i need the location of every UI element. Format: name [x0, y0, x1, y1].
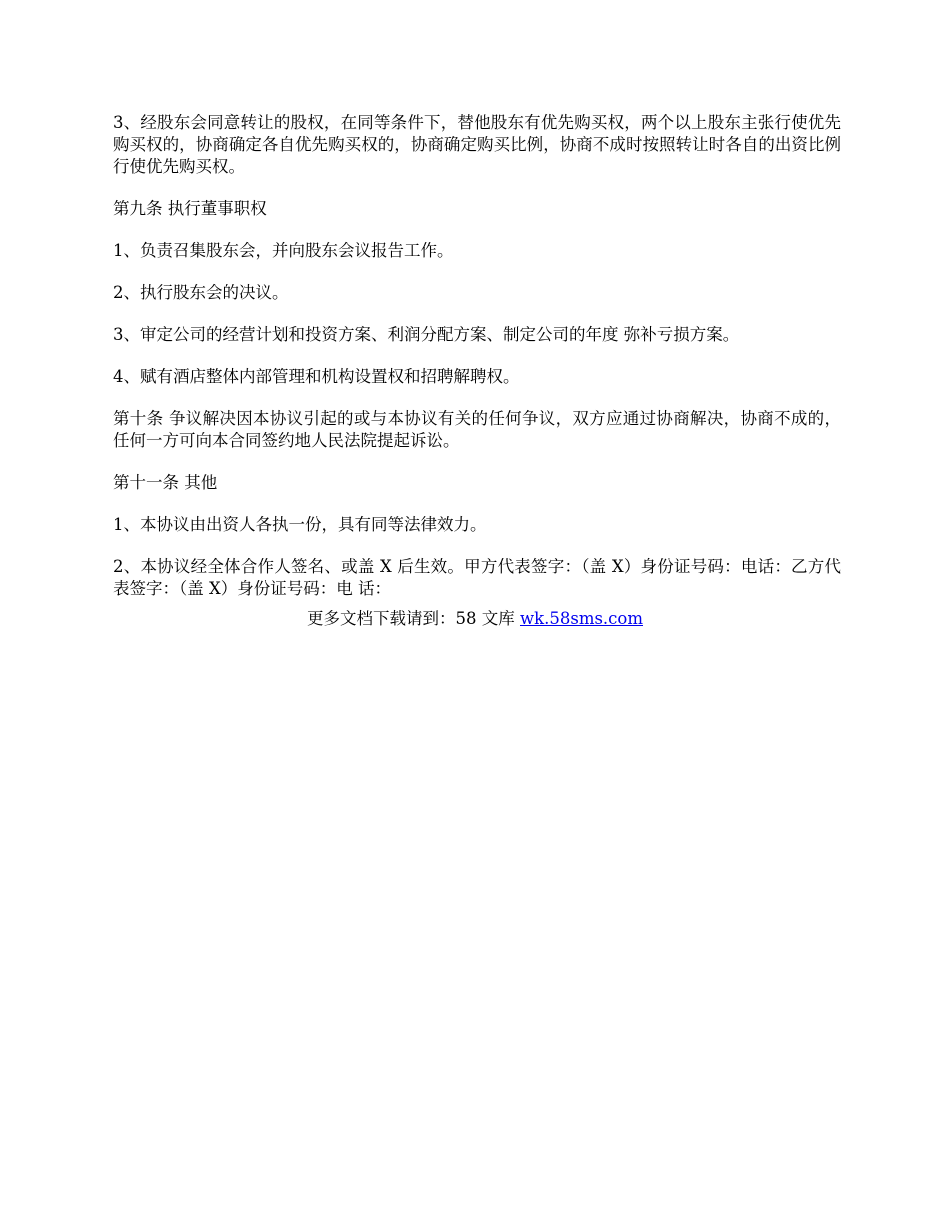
paragraph-article-10-dispute: 第十条 争议解决因本协议引起的或与本协议有关的任何争议，双方应通过协商解决，协商不成的，任何一方可向本合同签约地人民法院提起诉讼。 [113, 409, 841, 450]
paragraph-director-duty-1: 1、负责召集股东会，并向股东会议报告工作。 [113, 241, 454, 260]
heading-article-9: 第九条 执行董事职权 [113, 199, 267, 218]
paragraph-other-2-signatures: 2、本协议经全体合作人签名、或盖 X 后生效。甲方代表签字：（盖 X）身份证号码：电话：乙方代表签字：（盖 X）身份证号码：电 话： [113, 557, 841, 598]
document-body [113, 112, 841, 620]
paragraph-director-duty-4: 4、赋有酒店整体内部管理和机构设置权和招聘解聘权。 [113, 367, 520, 386]
paragraph-other-1: 1、本协议由出资人各执一份，具有同等法律效力。 [113, 515, 487, 534]
footer [0, 608, 950, 630]
heading-article-11: 第十一条 其他 [113, 473, 218, 492]
footer-link[interactable]: wk.58sms.com [519, 609, 643, 628]
paragraph-director-duty-2: 2、执行股东会的决议。 [113, 283, 289, 302]
footer-text: 更多文档下载请到：58 文库 [306, 609, 520, 628]
paragraph-transfer-priority: 3、经股东会同意转让的股权，在同等条件下，替他股东有优先购买权，两个以上股东主张行使优先购买权的，协商确定各自优先购买权的，协商确定购买比例，协商不成时按照转让时各自的出资比例行使优先购买权。 [113, 113, 841, 176]
paragraph-director-duty-3: 3、审定公司的经营计划和投资方案、利润分配方案、制定公司的年度 弥补亏损方案。 [113, 325, 740, 344]
